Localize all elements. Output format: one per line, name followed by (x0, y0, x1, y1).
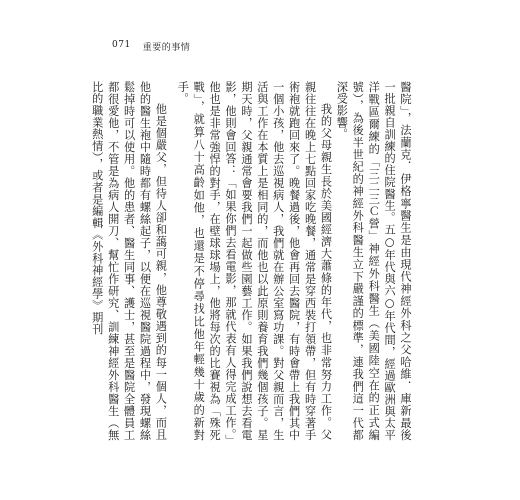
paragraph-3: 他是個嚴父，但待人卻和藹可親，他尊敬遇到的每一個人，而且他的醫生袍中隨時都有螺絲起子，以便在巡視醫院過程中，發現螺絲鬆掉時可以使用。他的患者、醫生同事、護士，甚至是醫院全體員工都很愛他，不管是為病人開刀、幫忙作研究、訓練神經外科醫生（無比的職業熱情），或者是編輯《外科神經學》期刊 (90, 81, 168, 441)
running-title: 重要的事情 (142, 43, 191, 53)
page-number: 071 (112, 40, 131, 50)
running-header (112, 40, 190, 53)
paragraph-2: 我的父母親生長於美國經濟大蕭條的年代，也非常努力工作。父親往往在晚上七點回家吃晚餐，通常是穿西裝打領帶，但有時穿著手術袍就跑回來了。晚餐過後，他會再回去醫院，有時會帶上我們其中一個小孩，他去巡視病人，我們就在辦公室寫功課。對父親而言，生活與工作在本質上是相同的，而他也以此原則養育我們幾個孩子。星期天時，父親通常會要我們一起做些園藝工作。如果我們說想去看電影，他則會回答：「如果你們去看電影，那就代表有人得完成工作。」他也是非常強悍的對手，在壁球球場上，他將每次的比賽視為「殊死戰」，就算八十高齡如他，也還是不停尋找比他年輕幾十歲的新對手。 (176, 81, 333, 441)
vertical-body-text (90, 81, 413, 441)
paragraph-1: 醫院」，法蘭克．伊格寧醫生是由現代神經外科之父哈維．庫新最後一批親自訓練的住院醫生。五○年代與六○年代間，經過歐洲與太平洋戰區爾練的「三二三Ｃ營」神經外科醫生（美國陸空在的正式編號），為後半世紀的神經外科醫生立下嚴謹的標準，連我們這一代都深受影響。 (335, 81, 412, 441)
